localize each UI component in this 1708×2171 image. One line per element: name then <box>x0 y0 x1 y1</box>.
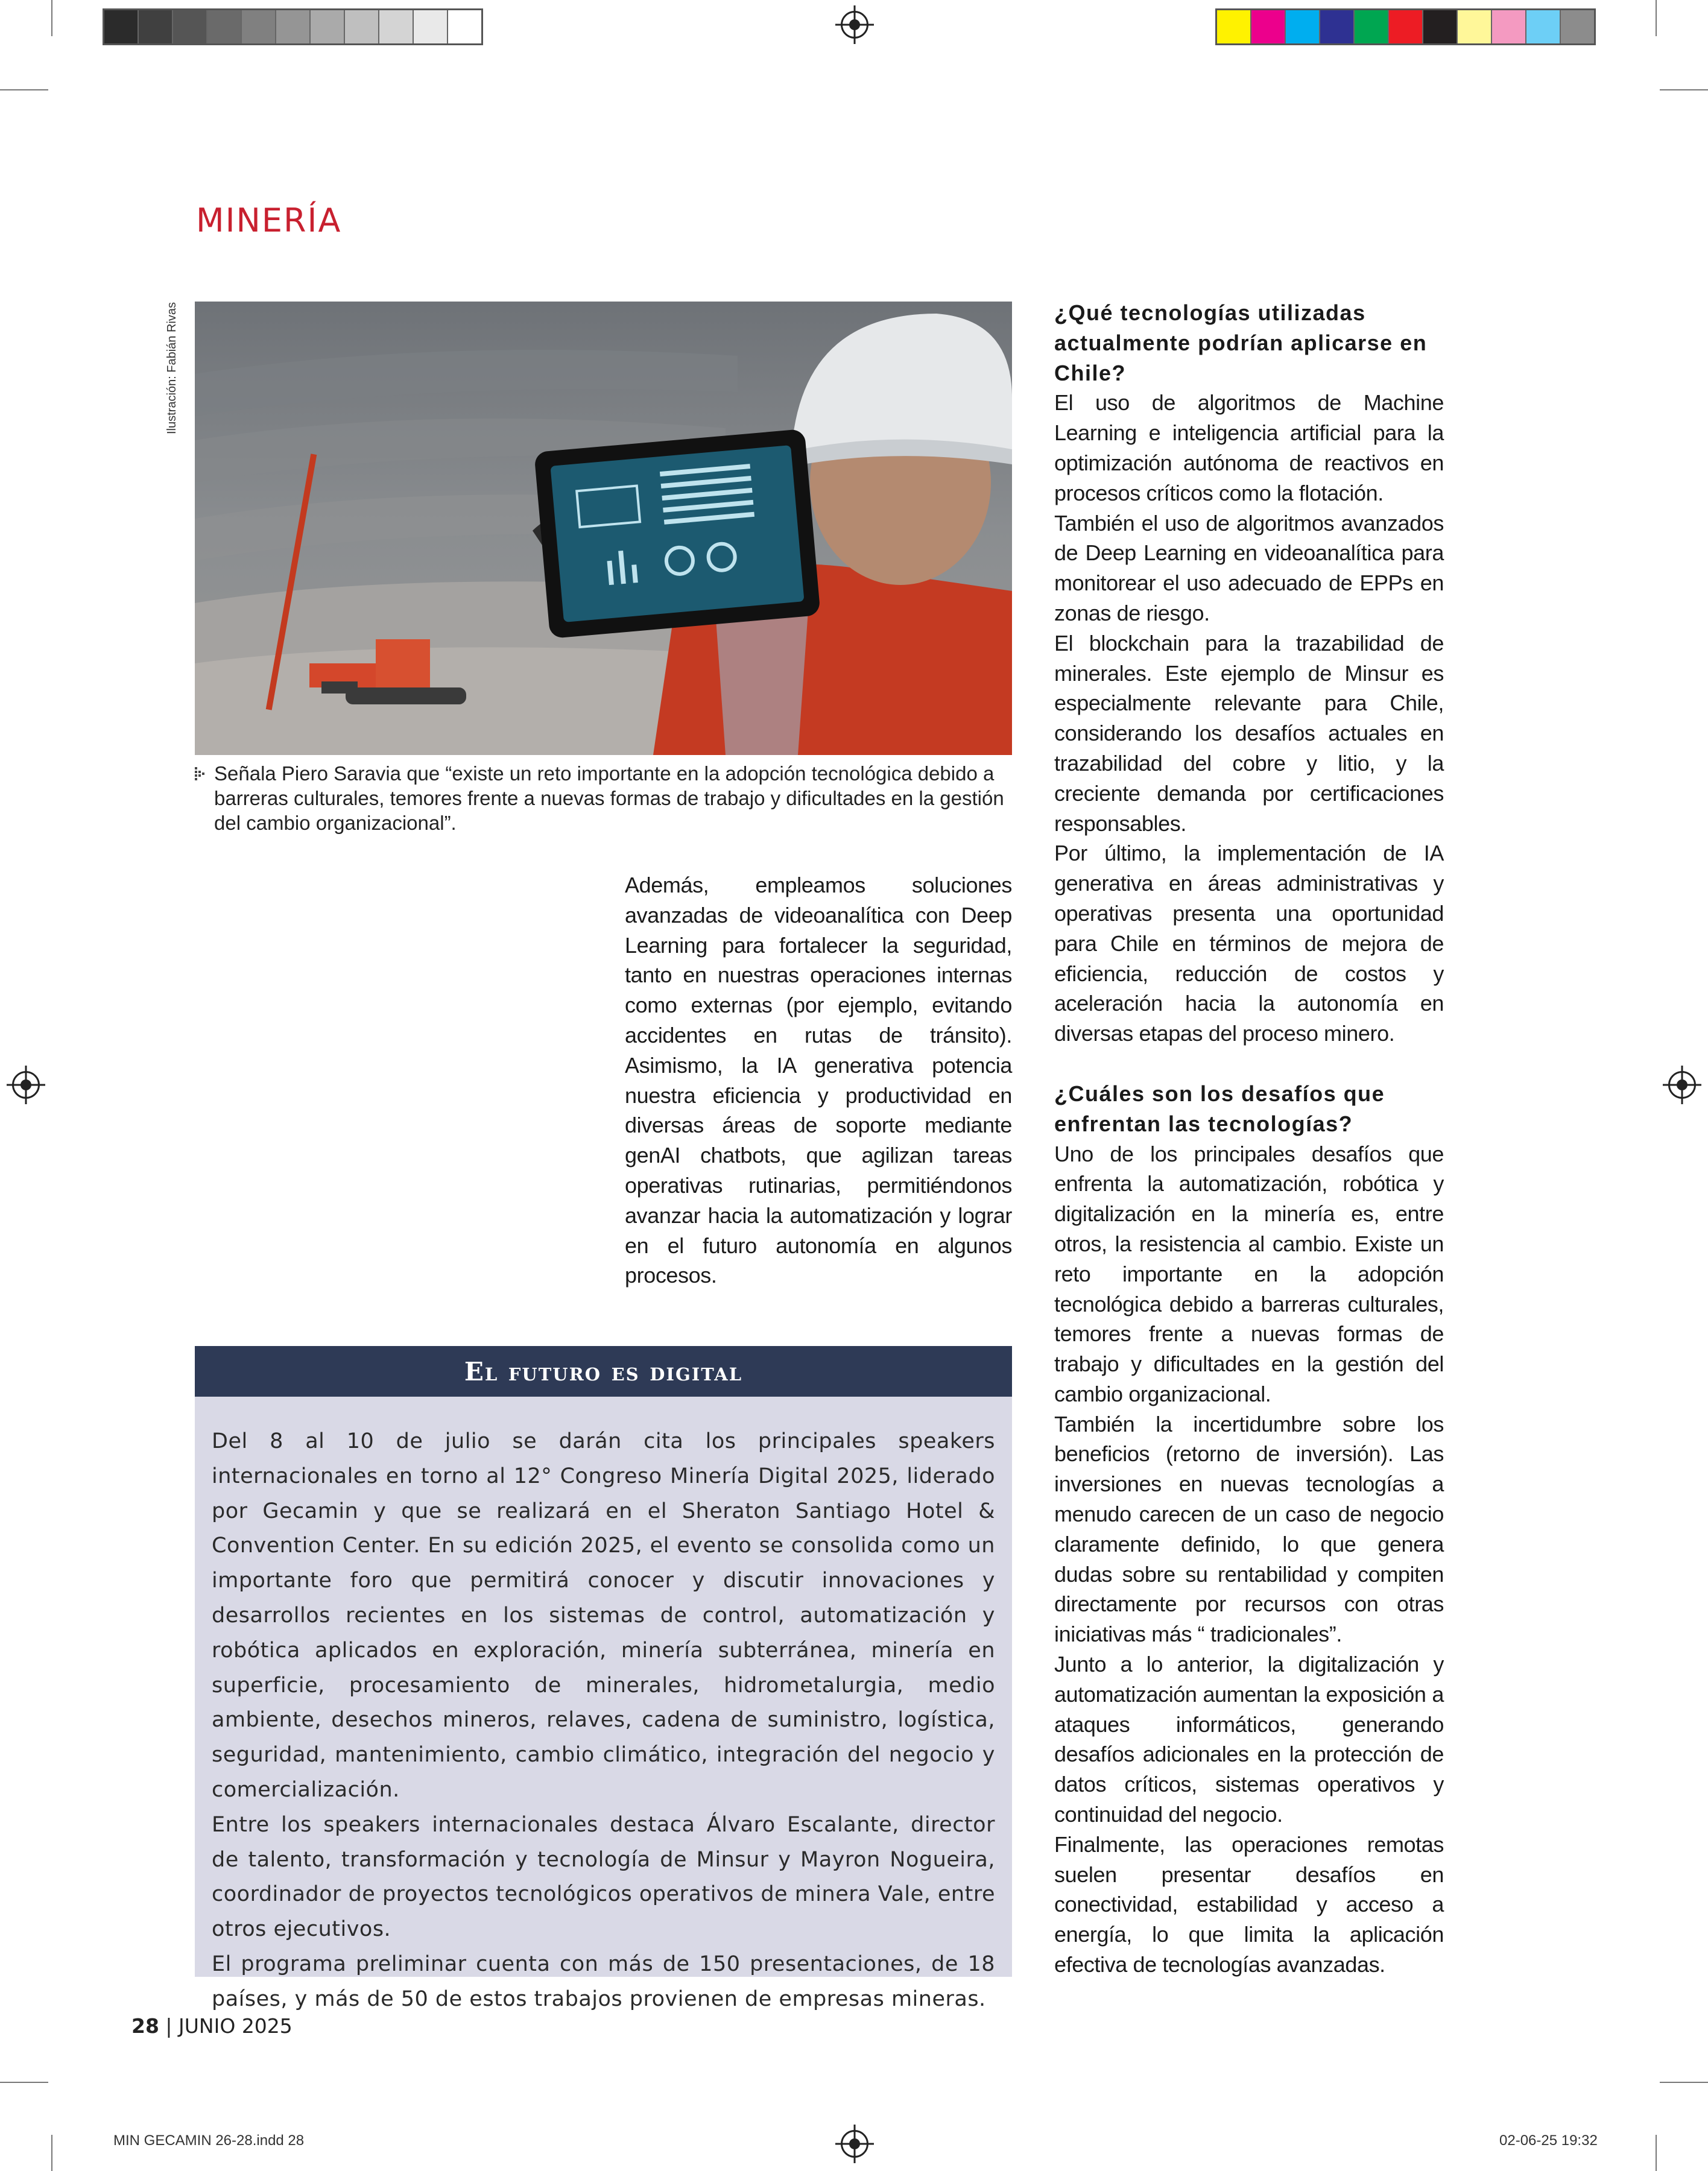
right-column <box>1054 298 1444 1980</box>
color-swatch <box>1561 10 1594 43</box>
box-paragraph: El programa preliminar cuenta con más de 150 presentaciones, de 18 países, y más de 50 de estos trabajos provienen de empresas mineras. <box>212 1951 995 2011</box>
crop-mark <box>51 2135 52 2171</box>
color-swatch <box>242 10 276 43</box>
print-timestamp: 02-06-25 19:32 <box>1499 2132 1598 2149</box>
answer-1-paragraph: Por último, la implementación de IA generativa en áreas administrativas y operativas presenta una oportunidad para Chile en términos de mejora de eficiencia, reducción de costos y aceleración hacia la autonomía en diversas etapas del proceso minero. <box>1054 841 1444 1046</box>
box-paragraph: Entre los speakers internacionales destaca Álvaro Escalante, director de talento, transformación y tecnología de Minsur y Mayron Nogueira, coordinador de proyectos tecnológicos operativos de minera Vale, entre otros ejecutivos. <box>212 1812 995 1942</box>
middle-column <box>625 870 1012 1291</box>
middle-paragraph: Además, empleamos soluciones avanzadas de videoanalítica con Deep Learning para fortalecer la seguridad, tanto en nuestras operaciones internas como externas (por ejemplo, evitando accidentes en rutas de tránsito). Asimismo, la IA generativa potencia nuestra eficiencia y productividad en diversas áreas de soporte mediante genAI chatbots, que agilizan tareas operativas rutinarias, permitiéndonos avanzar hacia la automatización y lograr en el futuro autonomía en algunos procesos. <box>625 873 1012 1288</box>
crop-mark <box>1656 0 1657 36</box>
answer-2-paragraph: Finalmente, las operaciones remotas suelen presentar desafíos en conectividad, estabilidad y acceso a energía, lo que limita la aplicación efectiva de tecnologías avanzadas. <box>1054 1831 1444 1977</box>
issue-date: JUNIO 2025 <box>179 2014 293 2038</box>
color-swatch <box>173 10 207 43</box>
answer-1-paragraph: También el uso de algoritmos avanzados de Deep Learning en videoanalítica para monitorear el uso adecuado de EPPs en zonas de riesgo. <box>1054 510 1444 625</box>
color-swatch <box>1320 10 1355 43</box>
spacer <box>1054 1049 1444 1079</box>
crop-mark <box>51 0 52 36</box>
color-swatch <box>414 10 448 43</box>
color-swatch <box>1458 10 1492 43</box>
color-swatch <box>1286 10 1320 43</box>
answer-2-paragraph: También la incertidumbre sobre los beneficios (retorno de inversión). Las inversiones en nuevas tecnologías a menudo carecen de un caso de negocio claramente definido, lo que genera dudas sobre su rentabilidad y compiten directamente por recursos con otras iniciativas más “ tradicionales”. <box>1054 1411 1444 1647</box>
crop-mark <box>0 2082 48 2083</box>
photo-caption <box>195 761 1012 835</box>
photo-credit: Ilustración: Fabián Rivas <box>165 302 179 434</box>
process-color-bar <box>1215 8 1596 45</box>
color-swatch <box>1389 10 1423 43</box>
registration-mark-top <box>841 11 868 39</box>
answer-2-paragraph: Uno de los principales desafíos que enfrenta la automatización, robótica y digitalización en la minería es, entre otros, la resistencia al cambio. Existe un reto importante en la adopción tecnológica debido a barreras culturales, temores frente a nuevas formas de trabajo y dificultades en la gestión del cambio organizacional. <box>1054 1141 1444 1406</box>
color-swatch <box>1492 10 1526 43</box>
crop-mark <box>1656 2135 1657 2171</box>
registration-mark-left <box>12 1071 40 1099</box>
page-number: 28 <box>131 2014 159 2038</box>
box-title: El futuro es digital <box>195 1346 1012 1397</box>
box-body <box>195 1397 1012 2011</box>
color-swatch <box>207 10 242 43</box>
color-swatch <box>139 10 173 43</box>
grayscale-color-bar <box>103 8 483 45</box>
color-swatch <box>1251 10 1286 43</box>
registration-mark-right <box>1668 1071 1696 1099</box>
crop-mark <box>1660 2082 1708 2083</box>
color-swatch <box>276 10 311 43</box>
color-swatch <box>1423 10 1458 43</box>
color-swatch <box>1217 10 1251 43</box>
box-paragraph: Del 8 al 10 de julio se darán cita los principales speakers internacionales en torno al 12° Congreso Minería Digital 2025, liderado por Gecamin y que se realizará en el Sheraton Santiago Hotel & Convention Center. En su edición 2025, el evento se consolida como un importante foro que permitirá conocer y discutir innovaciones y desarrollos recientes en los sistemas de control, automatización y robótica aplicados en exploración, minería subterránea, minería en superficie, procesamiento de minerales, hidrometalurgia, medio ambiente, desechos mineros, relaves, cadena de suministro, logística, seguridad, mantenimiento, cambio climático, integración del negocio y comercialización. <box>212 1429 995 1802</box>
section-title: MINERÍA <box>196 201 342 239</box>
caption-bullet-icon <box>195 767 208 780</box>
question-1-heading: ¿Qué tecnologías utilizadas actualmente podrían aplicarse en Chile? <box>1054 300 1428 385</box>
caption-text: Señala Piero Saravia que “existe un reto importante en la adopción tecnológica debido a barreras culturales, temores frente a nuevas formas de trabajo y dificultades en la gestión del cambio organizacional”. <box>214 762 1004 834</box>
mining-worker-photo <box>195 302 1012 755</box>
color-swatch <box>311 10 345 43</box>
color-swatch <box>379 10 414 43</box>
question-2-heading: ¿Cuáles son los desafíos que enfrentan las tecnologías? <box>1054 1081 1385 1136</box>
crop-mark <box>1660 89 1708 90</box>
color-swatch <box>104 10 139 43</box>
answer-2-paragraph: Junto a lo anterior, la digitalización y automatización aumentan la exposición a ataques informáticos, generando desafíos adicionales en la protección de datos críticos, sistemas operativos y continuidad del negocio. <box>1054 1652 1444 1827</box>
registration-mark-bottom <box>841 2130 868 2158</box>
tablet-device <box>534 429 820 639</box>
answer-1-paragraph: El blockchain para la trazabilidad de minerales. Este ejemplo de Minsur es especialmente relevante para Chile, considerando los desafíos actuales en trazabilidad del cobre y litio, y la creciente demanda por certificaciones responsables. <box>1054 630 1444 836</box>
answer-1-paragraph: El uso de algoritmos de Machine Learning e inteligencia artificial para la optimización autónoma de reactivos en procesos críticos como la flotación. <box>1054 390 1444 505</box>
file-slug: MIN GECAMIN 26-28.indd 28 <box>113 2132 305 2149</box>
page-folio: 28 | JUNIO 2025 <box>131 2014 293 2038</box>
crop-mark <box>0 89 48 90</box>
color-swatch <box>448 10 481 43</box>
color-swatch <box>1355 10 1389 43</box>
color-swatch <box>345 10 379 43</box>
color-swatch <box>1526 10 1561 43</box>
